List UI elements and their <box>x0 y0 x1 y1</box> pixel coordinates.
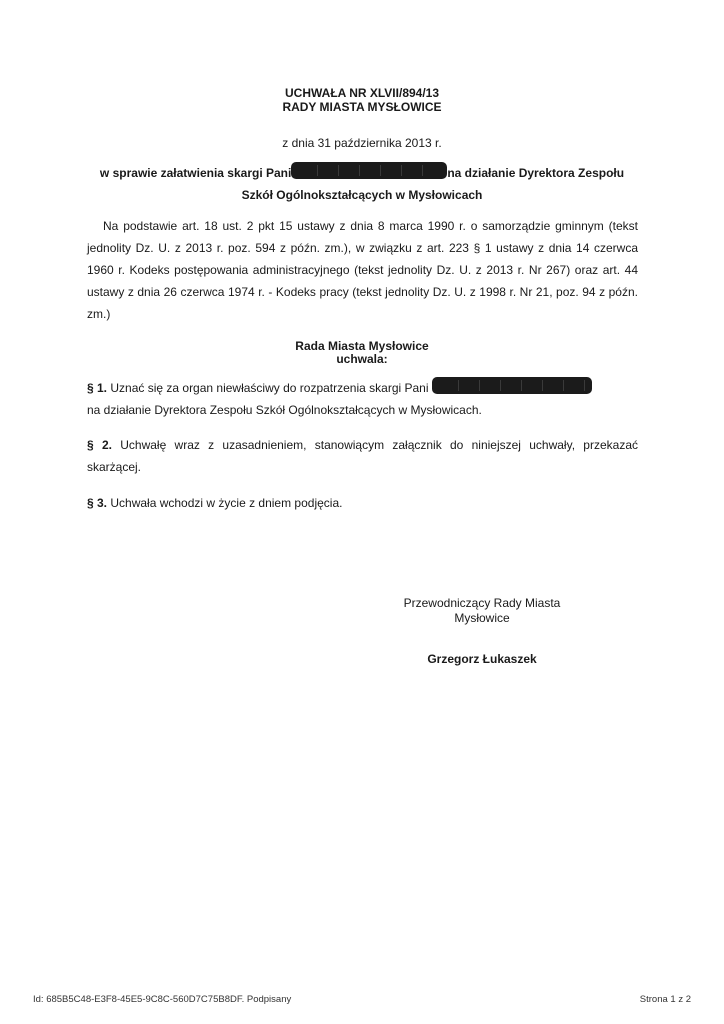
section-text: Uchwała wchodzi w życie z dniem podjęcia. <box>110 496 343 510</box>
section-label: § 3. <box>87 496 108 510</box>
subject-text-start: w sprawie załatwienia skargi Pani <box>99 166 292 180</box>
resolution-date: z dnia 31 października 2013 r. <box>282 136 442 150</box>
subject-text-end: na działanie Dyrektora Zespołu <box>447 166 625 180</box>
resolution-title <box>0 86 724 114</box>
signature-block <box>400 596 564 626</box>
resolution-number: UCHWAŁA NR XLVII/894/13 <box>284 86 440 100</box>
subject-line-2: Szkół Ogólnokształcących w Mysłowicach <box>241 188 483 202</box>
council-line-1: Rada Miasta Mysłowice <box>295 339 429 353</box>
council-line-2: uchwala: <box>336 352 388 366</box>
legal-basis-paragraph <box>87 215 638 325</box>
section-2 <box>87 434 638 478</box>
section-3 <box>87 492 638 514</box>
legal-basis-text: Na podstawie art. 18 ust. 2 pkt 15 ustawy z dnia 8 marca 1990 r. o samorządzie gminnym (tekst jednolity Dz. U. z 2013 r. poz. 594 z późn. zm.), w związku z art. 223 § 1 ustawy z dnia 14 czerwca 1960 r. Kodeks postępowania administracyjnego (tekst jednolity Dz. U. z 2013 r. Nr 267) oraz art. 44 ustawy z dnia 26 czerwca 1974 r. - Kodeks pracy (tekst jednolity Dz. U. z 1998 r. Nr 21, poz. 94 z późn. zm.) <box>87 219 638 321</box>
section-label: § 2. <box>87 438 112 452</box>
section-text: Uznać się za organ niewłaściwy do rozpatrzenia skargi Pani <box>110 381 429 395</box>
signature-role-city: Mysłowice <box>454 611 510 625</box>
subject-line-1 <box>0 162 724 184</box>
signature-name: Grzegorz Łukaszek <box>427 652 537 666</box>
document-id: Id: 685B5C48-E3F8-45E5-9C8C-560D7C75B8DF. Podpisany <box>33 994 292 1005</box>
redaction-block <box>291 162 447 179</box>
page-number: Strona 1 z 2 <box>639 994 691 1005</box>
section-label: § 1. <box>87 381 108 395</box>
council-name: RADY MIASTA MYSŁOWICE <box>282 100 442 114</box>
section-1 <box>87 377 638 421</box>
section-text: Uchwałę wraz z uzasadnieniem, stanowiącym załącznik do niniejszej uchwały, przekazać skarżącej. <box>87 438 638 474</box>
redaction-block <box>432 377 592 394</box>
signature-role: Przewodniczący Rady Miasta <box>403 596 561 610</box>
council-resolves <box>0 340 724 366</box>
section-text-continued: na działanie Dyrektora Zespołu Szkół Ogólnokształcących w Mysłowicach. <box>87 403 482 417</box>
resolution-subject <box>0 162 724 206</box>
